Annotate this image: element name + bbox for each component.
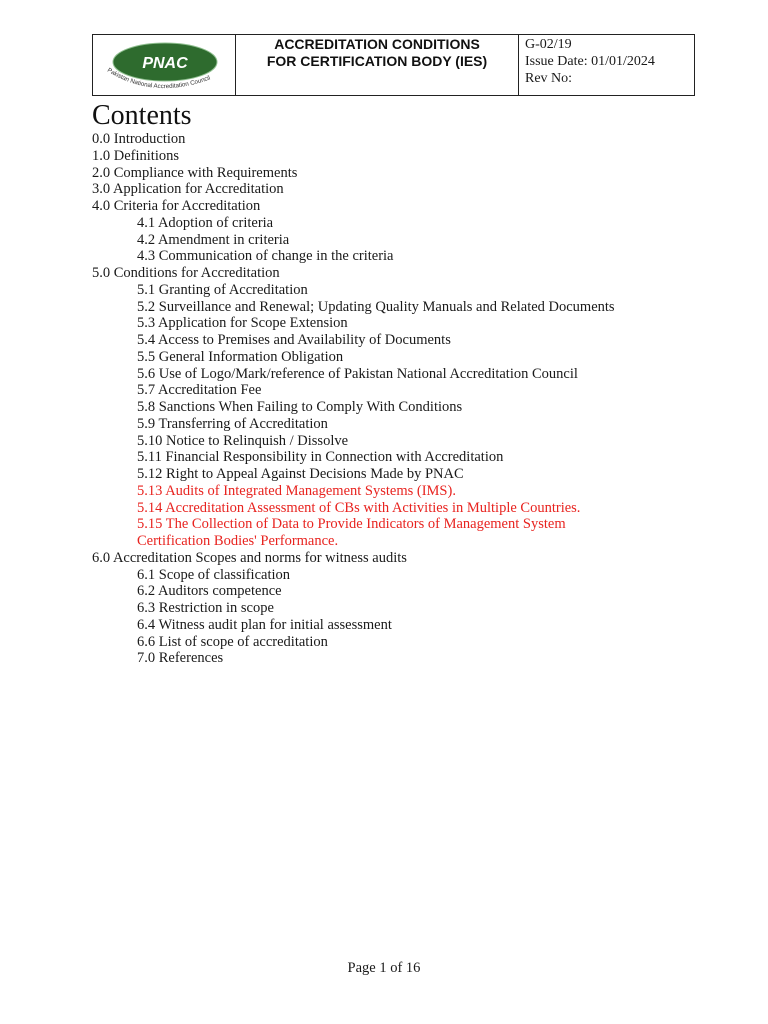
toc-entry[interactable]: 5.2 Surveillance and Renewal; Updating Quality Manuals and Related Documents <box>137 298 615 315</box>
toc-entry[interactable]: 6.4 Witness audit plan for initial assessment <box>137 616 392 633</box>
logo-cell <box>93 35 236 95</box>
toc-entry[interactable]: 5.8 Sanctions When Failing to Comply With Conditions <box>137 399 463 415</box>
toc-entry[interactable]: 6.1 Scope of classification <box>137 566 291 583</box>
toc-entry[interactable]: 5.13 Audits of Integrated Management Systems (IMS). <box>137 482 456 499</box>
toc-entry[interactable]: 6.0 Accreditation Scopes and norms for witness audits <box>92 549 407 566</box>
toc-entry[interactable]: 0.0 Introduction <box>92 131 186 147</box>
contents-heading: Contents <box>92 100 192 131</box>
rev-no: Rev No: <box>525 71 573 86</box>
pnac-logo <box>97 37 231 95</box>
title-line-1: ACCREDITATION CONDITIONS <box>274 36 480 52</box>
toc-entry[interactable]: 7.0 References <box>137 650 224 667</box>
toc-entry[interactable]: 5.6 Use of Logo/Mark/reference of Pakistan National Accreditation Council <box>137 365 578 382</box>
logo-subtext: Pakistan National Accreditation Council <box>105 66 212 91</box>
doc-code: G-02/19 <box>525 37 572 52</box>
toc-entry[interactable]: 2.0 Compliance with Requirements <box>92 164 298 181</box>
toc-entry[interactable]: 5.3 Application for Scope Extension <box>137 315 348 332</box>
toc-entry[interactable]: 5.0 Conditions for Accreditation <box>92 265 280 281</box>
toc-entry[interactable]: 5.11 Financial Responsibility in Connection with Accreditation <box>137 449 504 466</box>
document-meta <box>519 35 694 95</box>
toc-entry[interactable]: 5.5 General Information Obligation <box>137 348 344 365</box>
title-line-2: FOR CERTIFICATION BODY (IES) <box>266 53 488 69</box>
toc-entry[interactable]: 6.2 Auditors competence <box>137 583 282 600</box>
toc-entry[interactable]: 4.2 Amendment in criteria <box>137 231 290 248</box>
document-title <box>236 35 519 95</box>
page-number: Page 1 of 16 <box>347 960 421 976</box>
toc-entry[interactable]: 6.3 Restriction in scope <box>137 600 274 616</box>
toc-entry[interactable]: 4.1 Adoption of criteria <box>137 214 274 231</box>
table-of-contents <box>92 131 712 667</box>
toc-entry[interactable]: Certification Bodies' Performance. <box>137 533 339 549</box>
toc-entry[interactable]: 4.3 Communication of change in the criteria <box>137 248 394 265</box>
toc-entry[interactable]: 4.0 Criteria for Accreditation <box>92 198 261 214</box>
toc-entry[interactable]: 5.10 Notice to Relinquish / Dissolve <box>137 432 349 449</box>
toc-entry[interactable]: 5.7 Accreditation Fee <box>137 382 262 399</box>
toc-entry[interactable]: 5.14 Accreditation Assessment of CBs with Activities in Multiple Countries. <box>137 499 581 516</box>
toc-entry[interactable]: 5.4 Access to Premises and Availability of Documents <box>137 332 451 348</box>
toc-entry[interactable]: 5.15 The Collection of Data to Provide Indicators of Management System <box>137 516 566 533</box>
logo-wordmark: PNAC <box>142 55 188 72</box>
toc-entry[interactable]: 1.0 Definitions <box>92 147 179 164</box>
toc-entry[interactable]: 5.1 Granting of Accreditation <box>137 281 308 298</box>
toc-entry[interactable]: 3.0 Application for Accreditation <box>92 181 284 198</box>
toc-entry[interactable]: 6.6 List of scope of accreditation <box>137 633 328 650</box>
toc-entry[interactable]: 5.9 Transferring of Accreditation <box>137 415 328 432</box>
issue-date: Issue Date: 01/01/2024 <box>525 54 655 69</box>
document-header <box>92 34 695 96</box>
toc-entry[interactable]: 5.12 Right to Appeal Against Decisions Made by PNAC <box>137 466 464 482</box>
